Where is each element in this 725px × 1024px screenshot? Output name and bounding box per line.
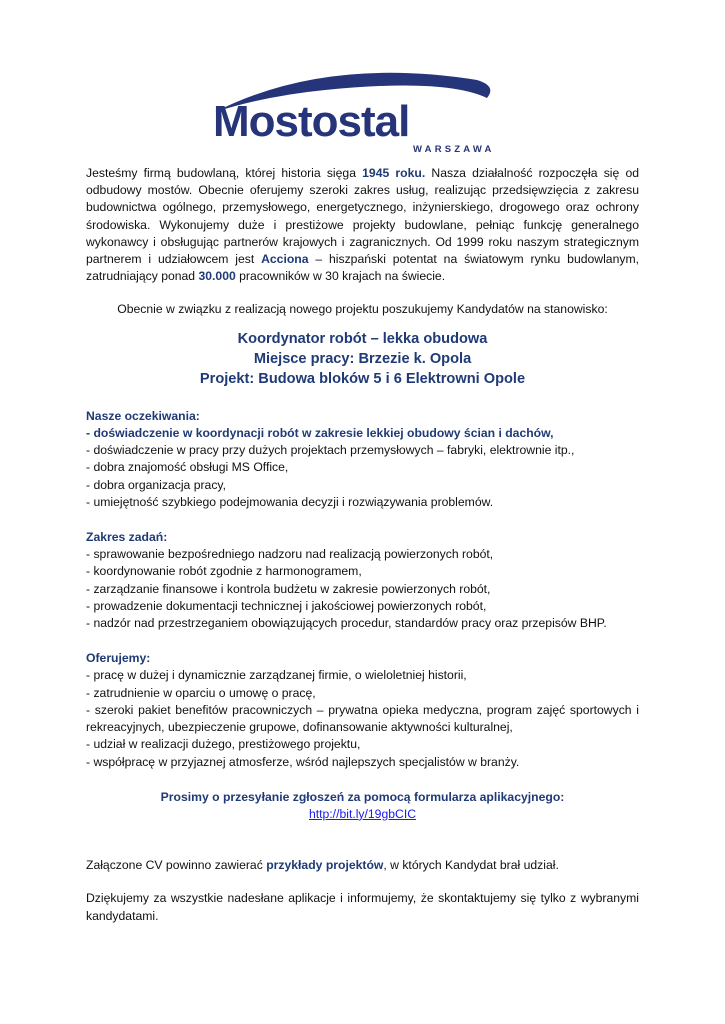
mostostal-logo-graphic <box>205 68 505 158</box>
offer-section <box>86 650 639 770</box>
list-item: - pracę w dużej i dynamicznie zarządzanej firmie, o wieloletniej historii, <box>86 668 467 683</box>
company-intro: Jesteśmy firmą budowlaną, której historia sięga 1945 roku. Nasza działalność rozpoczęła się od odbudowy mostów. Obecnie oferujemy szeroki zakres usług, realizując przedsięwzięcia z zakresu budownictwa ogólnego, przemysłowego, energetycznego, inżynierskiego, drogowego oraz ochrony środowiska. Wykonujemy duże i prestiżowe projekty budowlane, pełniąc funkcję generalnego wykonawcy i obsługując partnerów krajowych i zagranicznych. Od 1999 roku naszym strategicznym partnerem i udziałowcem jest Acciona – hiszpański potentat na światowym rynku budowlanym, zatrudniający ponad 30.000 pracowników w 30 krajach na świecie. <box>86 166 639 284</box>
list-item: - zatrudnienie w oparciu o umowę o pracę, <box>86 685 316 700</box>
position-titles <box>86 329 639 390</box>
list-item: - doświadczenie w pracy przy dużych projektach przemysłowych – fabryki, elektrownie itp., <box>86 443 575 458</box>
apply-section <box>86 789 639 823</box>
list-item: - prowadzenie dokumentacji technicznej i jakościowej powierzonych robót, <box>86 598 487 613</box>
list-item: - umiejętność szybkiego podejmowania decyzji i rozwiązywania problemów. <box>86 494 494 509</box>
list-item: - udział w realizacji dużego, prestiżowego projektu, <box>86 737 361 752</box>
employee-count: 30.000 <box>198 269 236 284</box>
founding-year: 1945 roku. <box>362 166 426 180</box>
offer-heading: Oferujemy: <box>86 651 151 666</box>
list-item: - współpracę w przyjaznej atmosferze, wśród najlepszych specjalistów w branży. <box>86 754 520 769</box>
expectations-highlight: - doświadczenie w koordynacji robót w zakresie lekkiej obudowy ścian i dachów, <box>86 426 554 441</box>
expectations-heading: Nasze oczekiwania: <box>86 408 200 423</box>
list-item: - dobra organizacja pracy, <box>86 477 227 492</box>
search-announcement: Obecnie w związku z realizacją nowego projektu poszukujemy Kandydatów na stanowisko: <box>117 302 608 317</box>
apply-instruction: Prosimy o przesyłanie zgłoszeń za pomocą formularza aplikacyjnego: <box>160 789 565 804</box>
expectations-section <box>86 408 639 511</box>
list-item: - dobra znajomość obsługi MS Office, <box>86 460 289 475</box>
logo-subtitle: WARSZAWA <box>413 144 495 155</box>
tasks-section <box>86 529 639 632</box>
list-item: - szeroki pakiet benefitów pracowniczych – prywatna opieka medyczna, program zajęć sportowych i rekreacyjnych, ubezpieczenie grupowe, dofinansowanie aktywności kulturalnej, <box>86 702 639 735</box>
work-location: Miejsce pracy: Brzezie k. Opola <box>253 351 472 368</box>
cv-note-emphasis: przykłady projektów <box>266 858 384 873</box>
list-item: - nadzór nad przestrzeganiem obowiązujących procedur, standardów pracy oraz przepisów BHP. <box>86 616 607 631</box>
application-form-link[interactable]: http://bit.ly/19gbCIC <box>308 806 417 821</box>
partner-name: Acciona <box>261 252 309 267</box>
job-posting <box>86 165 639 925</box>
tasks-heading: Zakres zadań: <box>86 530 168 545</box>
list-item: - sprawowanie bezpośredniego nadzoru nad realizacją powierzonych robót, <box>86 547 494 562</box>
project-name: Projekt: Budowa bloków 5 i 6 Elektrowni Opole <box>199 371 526 388</box>
position-title: Koordynator robót – lekka obudowa <box>237 330 488 347</box>
company-logo <box>205 68 505 158</box>
logo-wordmark: Mostostal <box>213 97 410 146</box>
list-item: - koordynowanie robót zgodnie z harmonogramem, <box>86 564 362 579</box>
cv-note: Załączone CV powinno zawierać przykłady projektów, w których Kandydat brał udział. <box>86 858 559 873</box>
list-item: - zarządzanie finansowe i kontrola budżetu w zakresie powierzonych robót, <box>86 581 491 596</box>
thanks-note: Dziękujemy za wszystkie nadesłane aplikacje i informujemy, że skontaktujemy się tylko z wybranymi kandydatami. <box>86 891 639 923</box>
